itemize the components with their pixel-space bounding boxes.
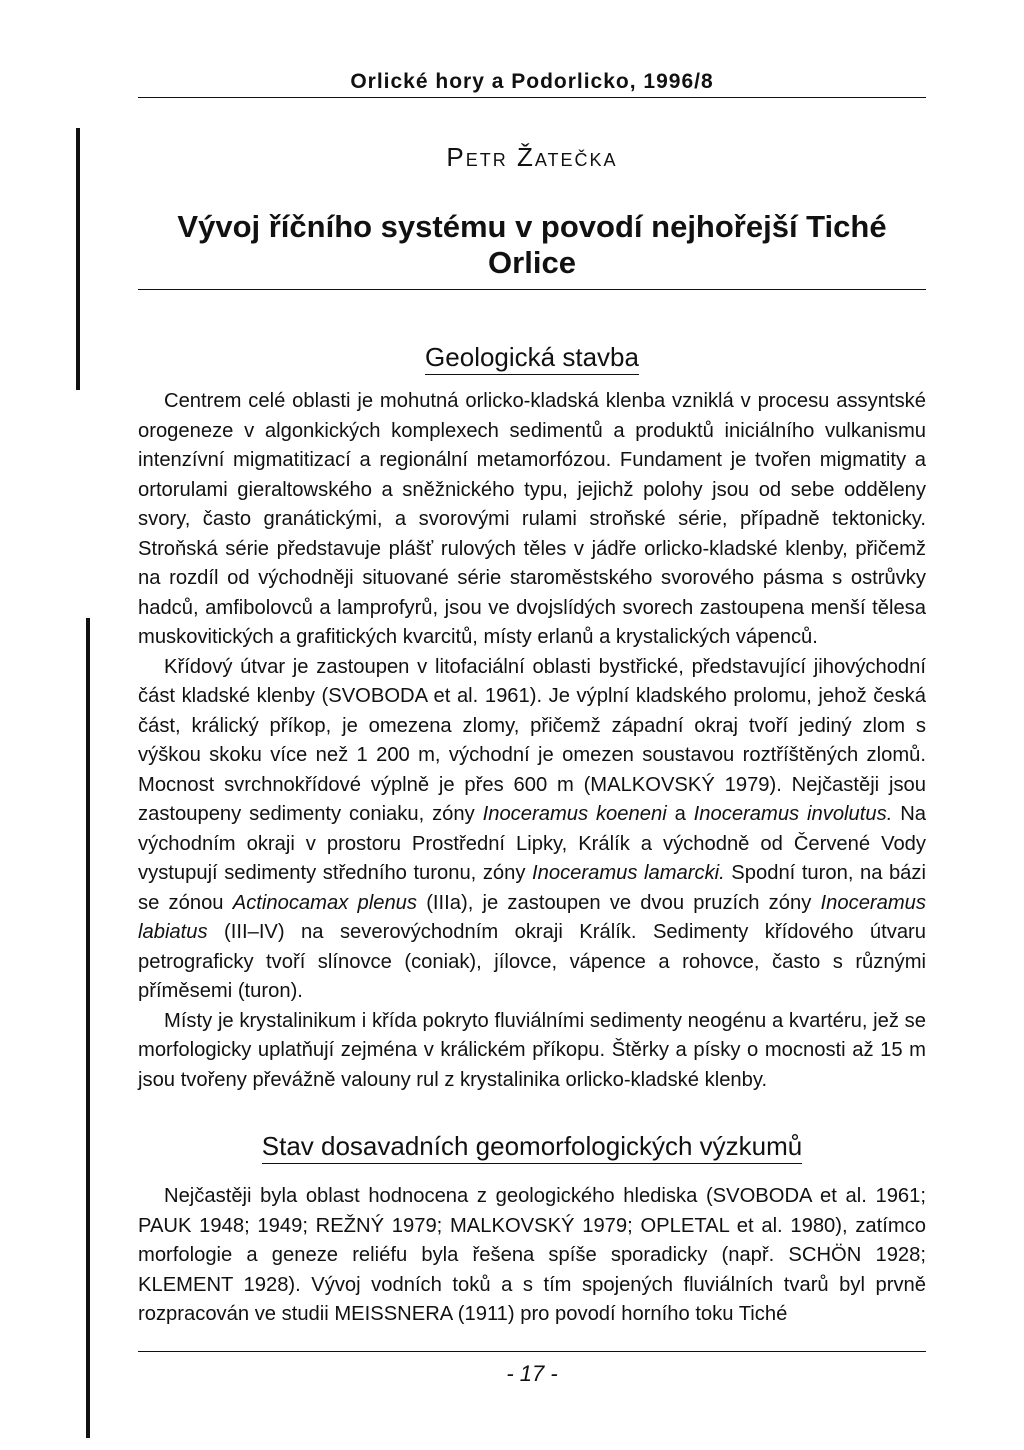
- footer-rule: [138, 1351, 926, 1352]
- species-name: Actinocamax plenus: [232, 891, 417, 914]
- article-title: Vývoj říčního systému v povodí nejhořejší Tiché Orlice: [138, 209, 926, 290]
- species-name: Inoceramus involutus.: [693, 803, 893, 825]
- text-run: Na východním okraji v prostoru Prostřední Lipky, Králík a východně od Červené Vody vystupují sedimenty středního turonu, zóny: [138, 803, 926, 884]
- text-run: (IIIa), je zastoupen ve dvou pruzích zóny: [417, 891, 821, 914]
- page-content: [138, 70, 926, 1330]
- author: Petr Žatečka: [446, 142, 618, 172]
- paragraph: Nejčastěji byla oblast hodnocena z geologického hlediska (SVOBODA et al. 1961; PAUK 1948; 1949; REŽNÝ 1979; MALKOVSKÝ 1979; OPLETAL et al. 1980), zatímco morfologie a geneze reliéfu byla řešena spíše sporadicky (např. SCHÖN 1928; KLEMENT 1928). Vývoj vodních toků a s tím spojených fluviálních tvarů byl prvně rozpracován ve studii MEISSNERA (1911) pro povodí horního toku Tiché: [138, 1185, 926, 1325]
- section-heading-text: Geologická stavba: [425, 342, 639, 375]
- section-heading-geology: [138, 342, 926, 373]
- text-run: a: [666, 803, 694, 825]
- paragraph: Centrem celé oblasti je mohutná orlicko-kladská klenba vzniklá v procesu assyntské orogeneze v algonkických komplexech sedimentů a produktů iniciálního vulkanismu intenzívní migmatitizací a regionální metamorfózou. Fundament je tvořen migmatity a ortorulami gieraltowského a sněžnického typu, jejichž polohy jsou od sebe odděleny svory, často granátickými, a svorovými rulami stroňské série, případně tektonicky. Stroňská série představuje plášť rulových těles v jádře orlicko-kladské klenby, přičemž na rozdíl od východněji situované série staroměstského svorového pásma s ostrůvky hadců, amfibolovců a lamprofyrů, jsou ve dvojslídých svorech zastoupena menší tělesa muskovitických a grafitických kvarcitů, místy erlanů a krystalických vápenců.: [138, 390, 926, 648]
- paragraph: [138, 653, 926, 1007]
- running-head: Orlické hory a Podorlicko, 1996/8: [138, 70, 926, 98]
- section-heading-research: [138, 1131, 926, 1162]
- paragraph: Místy je krystalinikum i křída pokryto fluviálními sedimenty neogénu a kvartéru, jež se morfologicky uplatňují zejména v králickém příkopu. Štěrky a písky o mocnosti až 15 m jsou tvořeny převážně valouny rul z krystalinika orlicko-kladské klenby.: [138, 1009, 926, 1091]
- scan-edge-mark: [86, 618, 90, 1438]
- species-name: Inoceramus labiatus: [138, 891, 927, 943]
- text-run: Křídový útvar je zastoupen v litofaciální oblasti bystřické, představující jihovýchodní část kladské klenby (SVOBODA et al. 1961). Je výplní kladského prolomu, jehož česká část, králický příkop, je omezena zlomy, přičemž západní okraj tvoří jediný zlom s výškou skoku více než 1 200 m, východní je omezen soustavou roztříštěných zlomů. Mocnost svrchnokřídové výplně je přes 600 m (MALKOVSKÝ 1979). Nejčastěji jsou zastoupeny sedimenty coniaku, zóny: [138, 655, 926, 825]
- species-name: Inoceramus koeneni: [482, 803, 667, 825]
- text-run: Spodní turon, na bázi se zónou: [138, 862, 926, 914]
- page-number: - 17 -: [506, 1361, 558, 1386]
- scan-edge-mark: [76, 128, 80, 390]
- text-run: (III–IV) na severovýchodním okraji Králík. Sedimenty křídového útvaru petrograficky tvoří slínovce (coniak), jílovce, vápence a rohovce, často s různými příměsemi (turon).: [138, 921, 926, 1002]
- species-name: Inoceramus lamarcki.: [532, 862, 725, 884]
- section-heading-text: Stav dosavadních geomorfologických výzkumů: [262, 1131, 803, 1164]
